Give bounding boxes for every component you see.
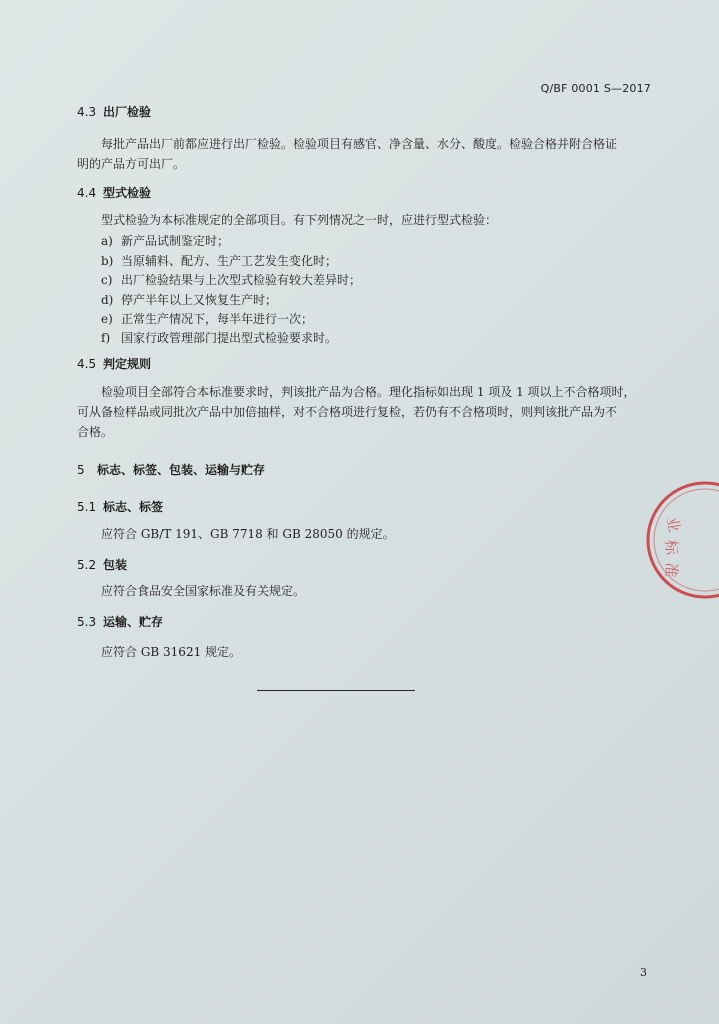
list-item: b) 当原辅料、配方、生产工艺发生变化时；	[101, 254, 338, 268]
section-title: 标志、标签、包装、运输与贮存	[97, 463, 266, 477]
paragraph-line: 应符合 GB 31621 规定。	[101, 645, 242, 659]
section-title: 型式检验	[103, 186, 152, 200]
section-heading-4-5	[77, 355, 151, 372]
section-heading-4-3	[77, 103, 151, 120]
section-heading-4-4	[77, 184, 151, 201]
paragraph-line: 每批产品出厂前都应进行出厂检验。检验项目有感官、净含量、水分、酸度。检验合格并附合格证	[101, 137, 618, 151]
paragraph-5-2	[77, 581, 653, 601]
section-title: 判定规则	[103, 357, 152, 371]
seal-stamp	[645, 478, 719, 602]
section-number: 4.5	[77, 357, 97, 371]
svg-text:业: 业	[663, 515, 684, 534]
paragraph-5-1	[77, 524, 653, 544]
section-number: 5.2	[77, 558, 97, 572]
section-heading-5-2	[77, 556, 127, 573]
section-heading-5-3	[77, 613, 163, 630]
section-title: 包装	[103, 558, 128, 572]
section-number: 5.1	[77, 500, 97, 514]
list-item: d) 停产半年以上又恢复生产时；	[101, 293, 278, 307]
list-item: e) 正常生产情况下，每半年进行一次；	[101, 312, 314, 326]
paragraph-line: 可从备检样品或同批次产品中加倍抽样，对不合格项进行复检，若仍有不合格项时，则判该批产品为不	[77, 405, 618, 419]
list-item: f) 国家行政管理部门提出型式检验要求时。	[101, 331, 338, 345]
paragraph-line: 型式检验为本标准规定的全部项目。有下列情况之一时，应进行型式检验：	[101, 213, 498, 227]
end-rule	[257, 690, 415, 691]
svg-text:标: 标	[662, 539, 681, 556]
paragraph-line: 应符合食品安全国家标准及有关规定。	[101, 584, 306, 598]
section-number: 5.3	[77, 615, 97, 629]
section-number: 5	[77, 463, 85, 477]
list-item: a) 新产品试制鉴定时；	[101, 234, 230, 248]
paragraph-4-3	[77, 134, 653, 174]
section-number: 4.4	[77, 186, 97, 200]
section-title: 运输、贮存	[103, 615, 164, 629]
seal-stamp-graphic	[645, 478, 719, 602]
svg-text:准: 准	[661, 561, 681, 579]
paragraph-4-5	[77, 382, 653, 442]
document-code: Q/BF 0001 S—2017	[540, 82, 651, 95]
section-title: 标志、标签	[103, 500, 164, 514]
paragraph-4-4-intro	[77, 210, 653, 230]
paragraph-line: 合格。	[77, 425, 114, 439]
section-heading-5	[77, 461, 265, 478]
list-item: c) 出厂检验结果与上次型式检验有较大差异时；	[101, 273, 362, 287]
paragraph-line: 明的产品方可出厂。	[77, 157, 186, 171]
section-number: 4.3	[77, 105, 97, 119]
paragraph-line: 应符合 GB/T 191、GB 7718 和 GB 28050 的规定。	[101, 527, 395, 541]
paragraph-line: 检验项目全部符合本标准要求时，判该批产品为合格。理化指标如出现 1 项及 1 项以上不合格项时，	[101, 385, 636, 399]
paragraph-5-3	[77, 642, 653, 662]
page-number: 3	[640, 966, 647, 979]
section-heading-5-1	[77, 498, 163, 515]
section-title: 出厂检验	[103, 105, 152, 119]
